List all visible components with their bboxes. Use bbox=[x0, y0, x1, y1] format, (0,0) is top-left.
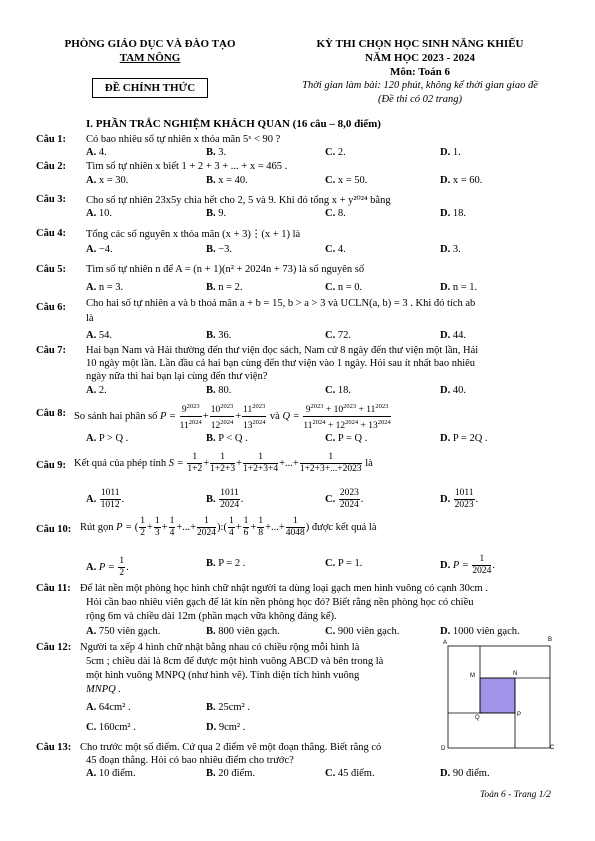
q1-label: Câu 1: bbox=[36, 134, 67, 145]
q8-text: So sánh hai phân số bbox=[74, 411, 158, 423]
q3-text: Cho số tự nhiên 23x5y chia hết cho 2, 5 và 9. Khi đó tổng x + y²⁰²⁴ bằng bbox=[86, 195, 391, 206]
q11-option-a: A. 750 viên gạch. bbox=[86, 626, 161, 637]
q1-option-a: A. 4. bbox=[86, 147, 107, 158]
label-c: C bbox=[550, 745, 555, 751]
q4-option-d: D. 3. bbox=[440, 244, 461, 255]
label-n: N bbox=[513, 671, 518, 677]
q8-option-c: C. P = Q . bbox=[325, 433, 368, 444]
page-count-note: (Đề thi có 02 trang) bbox=[378, 94, 462, 105]
q6-text-line2: là bbox=[86, 313, 94, 324]
label-p: P bbox=[517, 712, 522, 718]
q5-option-b: B. n = 2. bbox=[206, 282, 243, 293]
q13-label: Câu 13: bbox=[36, 742, 72, 753]
time-note: Thời gian làm bài: 120 phút, không kể thời gian giao đề bbox=[302, 80, 538, 91]
q8-and: và bbox=[269, 411, 280, 423]
q12-text-line3: một hình vuông MNPQ (như hình vẽ). Tính diện tích hình vuông bbox=[86, 670, 360, 681]
q6-label: Câu 6: bbox=[36, 302, 67, 313]
q7-option-b: B. 80. bbox=[206, 385, 232, 396]
q7-label: Câu 7: bbox=[36, 345, 67, 356]
q3-label: Câu 3: bbox=[36, 194, 67, 205]
q9-text: Kết quả của phép tính bbox=[74, 457, 167, 469]
q9-option-b: B. $\frac{1011}{2024}$ . bbox=[206, 488, 244, 510]
q6-option-b: B. 36. bbox=[206, 330, 232, 341]
q12-text: Người ta xếp 4 hình chữ nhật bằng nhau có chiều rộng mỗi hình là bbox=[80, 642, 360, 653]
q6-text: Cho hai số tự nhiên a và b thoả mãn a + b = 15, b > a > 3 và UCLN(a, b) = 3 . Khi đó tích ab bbox=[86, 298, 476, 309]
q7-option-d: D. 40. bbox=[440, 385, 466, 396]
q8-label: Câu 8: bbox=[36, 408, 67, 419]
q9-option-d: D. $\frac{1011}{2023}$ . bbox=[440, 488, 479, 510]
q6-option-a: A. 54. bbox=[86, 330, 112, 341]
q4-option-a: A. −4. bbox=[86, 244, 113, 255]
q4-label: Câu 4: bbox=[36, 228, 67, 239]
q2-label: Câu 2: bbox=[36, 161, 67, 172]
q6-option-c: C. 72. bbox=[325, 330, 351, 341]
q13-option-b: B. 20 điểm. bbox=[206, 768, 256, 779]
q13-option-c: C. 45 điểm. bbox=[325, 768, 375, 779]
q10-label: Câu 10: bbox=[36, 524, 72, 535]
official-label: ĐỀ CHÍNH THỨC bbox=[104, 82, 196, 94]
label-m: M bbox=[470, 673, 475, 679]
q11-text-line2: Hỏi cần bao nhiêu viên gạch để lát kín nền phòng học đó? Biết rằng nền phòng học có chiều bbox=[86, 597, 474, 608]
q6-option-d: D. 44. bbox=[440, 330, 466, 341]
q9-tail: là bbox=[365, 457, 373, 469]
q8-option-d: D. P = 2Q . bbox=[440, 433, 488, 444]
q5-label: Câu 5: bbox=[36, 264, 67, 275]
department-name: PHÒNG GIÁO DỤC VÀ ĐÀO TẠO bbox=[64, 38, 236, 50]
q11-label: Câu 11: bbox=[36, 583, 71, 594]
q5-option-a: A. n = 3. bbox=[86, 282, 124, 293]
q13-option-d: D. 90 điểm. bbox=[440, 768, 490, 779]
q3-option-a: A. 10. bbox=[86, 208, 112, 219]
q11-text-line3: rộng 6m và chiều dài 12m (phần mạch vữa không đáng kể). bbox=[86, 611, 337, 622]
q12-option-d: D. 9cm² . bbox=[206, 722, 246, 733]
page-footer: Toán 6 - Trang 1/2 bbox=[480, 790, 551, 800]
label-b: B bbox=[548, 637, 553, 643]
q9-label: Câu 9: bbox=[36, 460, 67, 471]
q10-expression: Rút gọn P = ( $\frac{1}{2}$ + $\frac{1}{3}$ + $\frac{1}{4}$ +...+ $\frac{1}{2024}$ ):( $\frac{1}{4}$ + $\frac{1}{6}$ + $\frac{1}{8}$ +...+ $\frac{1}{4048}$ ) được kết quả là bbox=[80, 516, 377, 538]
q12-text-line2: 5cm ; chiều dài là 8cm để được một hình vuông ABCD và bên trong là bbox=[86, 656, 384, 667]
q1-option-d: D. 1. bbox=[440, 147, 461, 158]
q11-option-b: B. 800 viên gạch. bbox=[206, 626, 280, 637]
section-title: I. PHẦN TRẮC NGHIỆM KHÁCH QUAN (16 câu – 8,0 điểm) bbox=[86, 118, 381, 130]
q1-option-b: B. 3. bbox=[206, 147, 227, 158]
q8-option-b: B. P < Q . bbox=[206, 433, 248, 444]
q7-option-a: A. 2. bbox=[86, 385, 107, 396]
q4-option-c: C. 4. bbox=[325, 244, 346, 255]
q7-text: Hai bạn Nam và Hải thường đến thư viện đọc sách, Nam cứ 8 ngày đến thư viện một lần, Hải bbox=[86, 345, 479, 356]
q4-option-b: B. −3. bbox=[206, 244, 233, 255]
q7-option-c: C. 18. bbox=[325, 385, 351, 396]
square-mnpq bbox=[480, 678, 515, 713]
q7-text-line2: 10 ngày một lần. Lần đầu cả hai bạn cùng đến thư viện vào 1 ngày. Hỏi sau ít nhất bao nhiêu bbox=[86, 358, 476, 369]
q12-text-line4: MNPQ . bbox=[86, 684, 121, 695]
q10-option-b: B. P = 2 . bbox=[206, 558, 246, 569]
q2-option-d: D. x = 60. bbox=[440, 175, 483, 186]
q1-text: Có bao nhiêu số tự nhiên x thỏa mãn 5ˣ < 90 ? bbox=[86, 134, 281, 145]
label-q: Q bbox=[475, 715, 480, 721]
q11-text: Để lát nền một phòng học hình chữ nhật người ta dùng loại gạch men hình vuông có cạnh 30cm . bbox=[80, 583, 488, 594]
q2-option-c: C. x = 50. bbox=[325, 175, 368, 186]
label-a: A bbox=[443, 640, 448, 646]
q13-option-a: A. 10 điểm. bbox=[86, 768, 136, 779]
q12-option-b: B. 25cm² . bbox=[206, 702, 250, 713]
q10-tail: được kết quả là bbox=[311, 521, 377, 533]
q12-option-c: C. 160cm² . bbox=[86, 722, 136, 733]
q13-text: Cho trước một số điểm. Cứ qua 2 điểm vẽ một đoạn thẳng. Biết rằng có bbox=[80, 742, 382, 753]
q7-text-line3: ngày nữa thì hai bạn lại cùng đến thư viện? bbox=[86, 371, 268, 382]
q10-option-d: D. P = $\frac{1}{2024}$ . bbox=[440, 554, 496, 576]
square-figure-svg bbox=[440, 636, 560, 756]
q5-text: Tìm số tự nhiên n để A = (n + 1)(n² + 2024n + 73) là số nguyên số bbox=[86, 264, 365, 275]
q5-option-d: D. n = 1. bbox=[440, 282, 478, 293]
q4-text: Tổng các số nguyên x thỏa mãn (x + 3)⋮(x + 1) là bbox=[86, 229, 301, 240]
q8-option-a: A. P > Q . bbox=[86, 433, 129, 444]
q11-option-c: C. 900 viên gạch. bbox=[325, 626, 400, 637]
q13-text-line2: 45 đoạn thẳng. Hỏi có bao nhiêu điểm cho trước? bbox=[86, 755, 294, 766]
subject: Môn: Toán 6 bbox=[390, 66, 450, 78]
q2-option-a: A. x = 30. bbox=[86, 175, 129, 186]
q3-option-c: C. 8. bbox=[325, 208, 346, 219]
q11-option-d: D. 1000 viên gạch. bbox=[440, 626, 520, 637]
q3-option-b: B. 9. bbox=[206, 208, 227, 219]
q12-option-a: A. 64cm² . bbox=[86, 702, 131, 713]
q5-option-c: C. n = 0. bbox=[325, 282, 363, 293]
q2-option-b: B. x = 40. bbox=[206, 175, 248, 186]
q9-option-a: A. $\frac{1011}{1012}$ . bbox=[86, 488, 125, 510]
q8-expression: So sánh hai phân số P = $\frac{9^{2023}}{11^{2024}}$ + $\frac{10^{2023}}{12^{2024}}$ + $\frac{11^{2023}}{13^{2024}}$ và Q = $\frac{9^{2023} + 10^{2023} + 11^{2023}}{11^{2024} + 12^{2024} + 13^{2024}}$ bbox=[74, 403, 391, 432]
q10-option-c: C. P = 1. bbox=[325, 558, 363, 569]
official-badge bbox=[92, 78, 208, 98]
q9-expression: Kết quả của phép tính S = $\frac{1}{1+2}$ + $\frac{1}{1+2+3}$ + $\frac{1}{1+2+3+4}$ +...+ $\frac{1}{1+2+3+...+2023}$ là bbox=[74, 452, 373, 474]
exam-title: KỲ THI CHỌN HỌC SINH NĂNG KHIẾU bbox=[316, 38, 524, 50]
district-name: TAM NÔNG bbox=[119, 52, 181, 64]
q9-option-c: C. $\frac{2023}{2024}$ . bbox=[325, 488, 364, 510]
q3-option-d: D. 18. bbox=[440, 208, 466, 219]
q10-option-a: A. P = $\frac{1}{2}$ . bbox=[86, 556, 129, 578]
q1-option-c: C. 2. bbox=[325, 147, 346, 158]
q2-text: Tìm số tự nhiên x biết 1 + 2 + 3 + ... + x = 465 . bbox=[86, 161, 288, 172]
q10-text: Rút gọn bbox=[80, 521, 114, 533]
school-year: NĂM HỌC 2023 - 2024 bbox=[365, 52, 475, 64]
label-d: D bbox=[441, 746, 446, 752]
q12-label: Câu 12: bbox=[36, 642, 72, 653]
